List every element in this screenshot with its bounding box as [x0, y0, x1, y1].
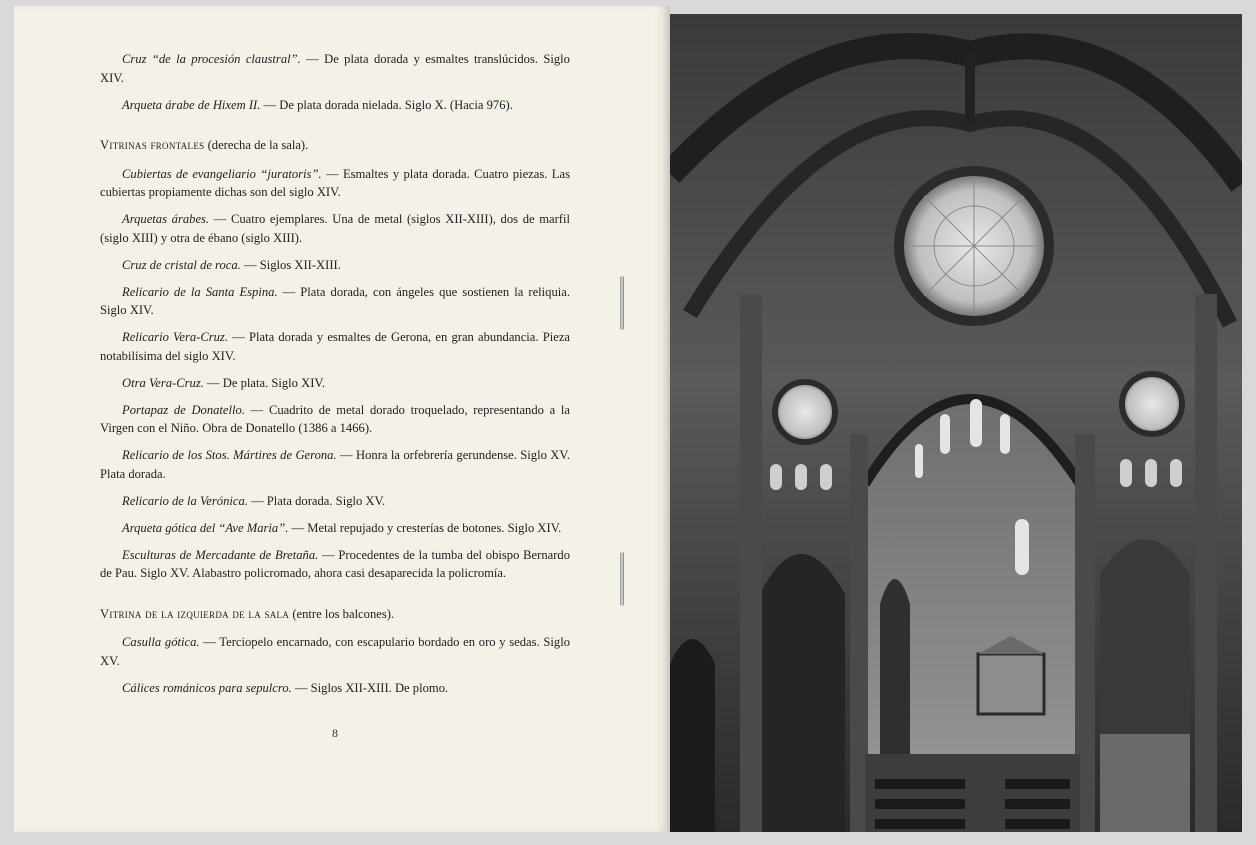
- list-item: [100, 546, 570, 583]
- entry-title: Cruz de cristal de roca.: [122, 257, 241, 272]
- entry-text: — Siglos XII-XIII.: [240, 257, 341, 272]
- list-item: [100, 446, 570, 483]
- list-item: [100, 679, 570, 698]
- staple-bottom: [620, 552, 624, 606]
- entry-title: Arqueta árabe de Hixem II.: [122, 97, 261, 112]
- list-item: [100, 256, 570, 275]
- text-column: [100, 50, 570, 706]
- section-heading: [100, 136, 570, 155]
- list-item: [100, 328, 570, 365]
- entry-text: — Terciopelo encarnado, con escapulario bordado en oro y sedas. Siglo XV.: [100, 635, 571, 668]
- entry-title: Otra Vera-Cruz.: [122, 375, 204, 390]
- entry-text: — Esmaltes y plata dorada. Cuatro piezas. Las cubiertas propiamente dichas son del siglo XIV.: [100, 166, 570, 199]
- list-item: [100, 210, 570, 247]
- left-page: [14, 6, 670, 832]
- staple-top: [620, 276, 624, 330]
- page-number: 8: [332, 726, 338, 740]
- section-rest: (entre los balcones).: [289, 606, 395, 621]
- cathedral-photo: [670, 14, 1242, 832]
- entry-title: Relicario de la Verónica.: [122, 493, 248, 508]
- entry-text: — Metal repujado y cresterías de botones. Siglo XIV.: [288, 520, 562, 535]
- entry-text: — Procedentes de la tumba del obispo Bernardo de Pau. Siglo XV. Alabastro policromado, ahora casi desaparecida la policromía.: [100, 547, 570, 580]
- entry-text: — De plata dorada y esmaltes translúcidos. Siglo XIV.: [100, 52, 570, 85]
- entry-title: Arqueta gótica del “Ave Maria”.: [122, 520, 289, 535]
- list-item: [100, 50, 570, 87]
- entry-title: Relicario de la Santa Espina.: [122, 284, 278, 299]
- entry-text: — Cuatro ejemplares. Una de metal (siglos XII-XIII), dos de marfil (siglo XIII) y otra de ébano (siglo XIII).: [100, 212, 570, 245]
- list-item: [100, 633, 570, 670]
- entry-title: Cruz “de la procesión claustral”.: [122, 52, 301, 66]
- entry-title: Esculturas de Mercadante de Bretaña.: [122, 547, 319, 562]
- entry-title: Casulla gótica.: [122, 635, 200, 649]
- list-item: [100, 283, 570, 320]
- entry-title: Cálices románicos para sepulcro.: [122, 680, 292, 695]
- entry-text: — Siglos XII-XIII. De plomo.: [291, 680, 449, 695]
- entry-title: Relicario de los Stos. Mártires de Gerona.: [122, 448, 337, 462]
- entry-title: Portapaz de Donatello.: [122, 402, 245, 417]
- section-caps: Vitrinas frontales: [100, 138, 205, 152]
- section-caps: Vitrina de la izquierda de la sala: [100, 606, 290, 621]
- entry-text: — Plata dorada. Siglo XV.: [247, 493, 386, 508]
- list-item: [100, 519, 570, 538]
- entry-text: — Cuadrito de metal dorado troquelado, representando a la Virgen con el Niño. Obra de Donatello (1386 a 1466).: [100, 402, 570, 435]
- entry-text: — Plata dorada, con ángeles que sostienen la reliquia. Siglo XIV.: [100, 284, 570, 317]
- list-item: [100, 374, 570, 393]
- cathedral-photo-illustration: [670, 14, 1242, 832]
- entry-text: — Plata dorada y esmaltes de Gerona, en gran abundancia. Pieza notabilísima del siglo XIV.: [100, 330, 571, 363]
- list-item: [100, 165, 570, 202]
- list-item: [100, 401, 570, 438]
- section-rest: (derecha de la sala).: [204, 138, 309, 152]
- entry-title: Arquetas árabes.: [122, 212, 210, 226]
- list-item: [100, 492, 570, 511]
- entry-title: Relicario Vera-Cruz.: [122, 330, 228, 344]
- entry-title: Cubiertas de evangeliario “juratoris”.: [122, 166, 322, 181]
- entry-text: — De plata. Siglo XIV.: [203, 375, 326, 390]
- section-heading: [100, 605, 570, 624]
- entry-text: — Honra la orfebrería gerundense. Siglo XV. Plata dorada.: [100, 448, 570, 481]
- entry-text: — De plata dorada nielada. Siglo X. (Hacia 976).: [260, 97, 513, 112]
- list-item: [100, 96, 570, 115]
